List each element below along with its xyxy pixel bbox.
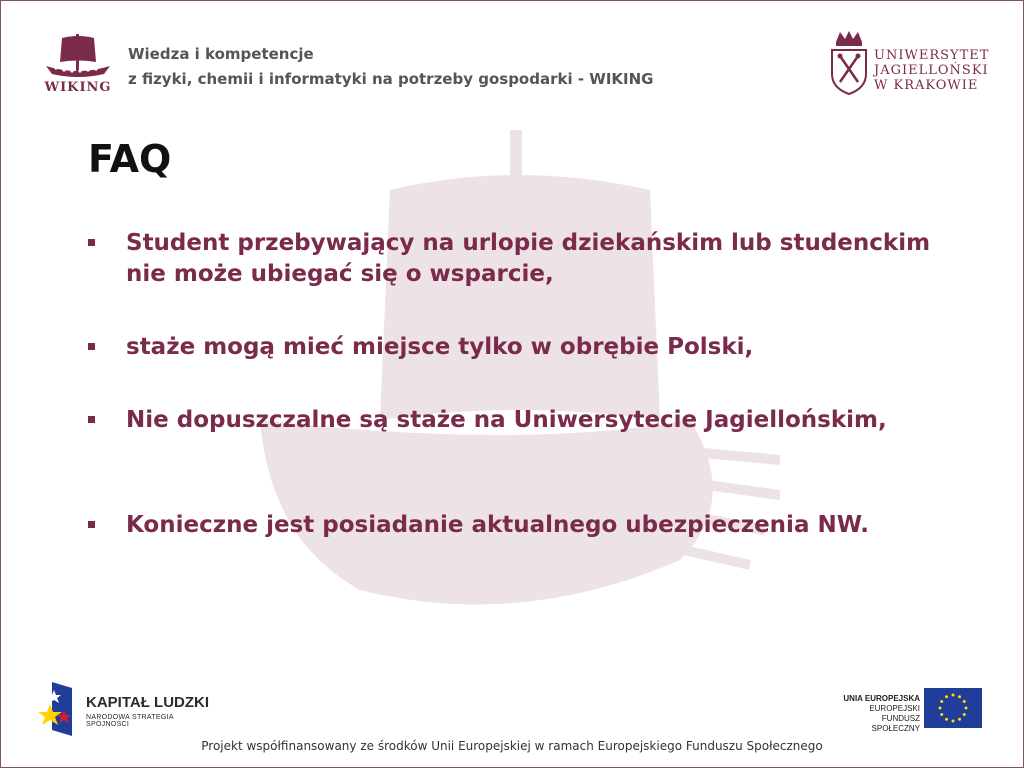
- bullet-marker-icon: [88, 239, 95, 246]
- bullet-marker-icon: [88, 521, 95, 528]
- eu-line: EUROPEJSKI: [869, 704, 920, 713]
- bullet-text: staże mogą mieć miejsce tylko w obrębie Polski,: [126, 334, 754, 360]
- bullet-text: Konieczne jest posiadanie aktualnego ubezpieczenia NW.: [126, 512, 869, 538]
- project-title-line2: z fizyki, chemii i informatyki na potrzeby gospodarki - WIKING: [128, 70, 654, 88]
- eu-star-icon: [940, 713, 943, 716]
- cofinancing-note: Projekt współfinansowany ze środków Unii Europejskiej w ramach Europejskiego Funduszu Społecznego: [201, 739, 823, 753]
- eu-star-icon: [945, 695, 948, 698]
- university-name-line: UNIWERSYTET: [874, 48, 990, 63]
- eu-star-icon: [945, 718, 948, 721]
- eu-star-icon: [952, 694, 955, 697]
- bullet-text: Student przebywający na urlopie dziekańskim lub studenckim nie może ubiegać się o wsparcie,: [126, 230, 931, 287]
- university-name-line: W KRAKOWIE: [874, 78, 979, 93]
- bullet-item: [88, 228, 948, 290]
- viking-ship-icon: [40, 32, 116, 80]
- eu-star-icon: [963, 713, 966, 716]
- kapital-ludzki-subtitle: NARODOWA STRATEGIA SPÓJNOŚCI: [86, 714, 174, 728]
- slide-title: FAQ: [88, 137, 172, 181]
- university-name-line: JAGIELLOŃSKI: [874, 63, 989, 78]
- eu-line: FUNDUSZ SPOŁECZNY: [871, 714, 920, 733]
- eu-line: UNIA EUROPEJSKA: [843, 694, 920, 703]
- crown-crest-icon: [828, 30, 870, 96]
- kapital-ludzki-logo: [38, 680, 218, 740]
- viking-ship-watermark-icon: [220, 120, 780, 650]
- eu-star-icon: [963, 700, 966, 703]
- eu-star-icon: [958, 718, 961, 721]
- bullet-marker-icon: [88, 416, 95, 423]
- bullet-item: [88, 510, 869, 541]
- bullet-item: [88, 405, 887, 436]
- university-logo: [828, 30, 988, 98]
- bullet-item: [88, 332, 753, 363]
- bullet-text: Nie dopuszczalne są staże na Uniwersytecie Jagiellońskim,: [126, 407, 887, 433]
- eu-star-icon: [952, 720, 955, 723]
- university-name: [874, 48, 989, 93]
- kapital-ludzki-title: KAPITAŁ LUDZKI: [86, 694, 210, 711]
- bullet-marker-icon: [88, 343, 95, 350]
- project-title-line1: Wiedza i kompetencje: [128, 45, 314, 63]
- eu-star-icon: [940, 700, 943, 703]
- kapital-ludzki-star-icon: [38, 680, 82, 740]
- wiking-logo: [40, 32, 116, 98]
- eu-text: [832, 694, 920, 734]
- eu-logo: [832, 686, 986, 732]
- eu-star-icon: [965, 707, 968, 710]
- eu-flag-icon: [924, 688, 982, 728]
- wiking-logo-text: WIKING: [44, 80, 112, 95]
- eu-star-icon: [939, 707, 942, 710]
- eu-star-icon: [958, 695, 961, 698]
